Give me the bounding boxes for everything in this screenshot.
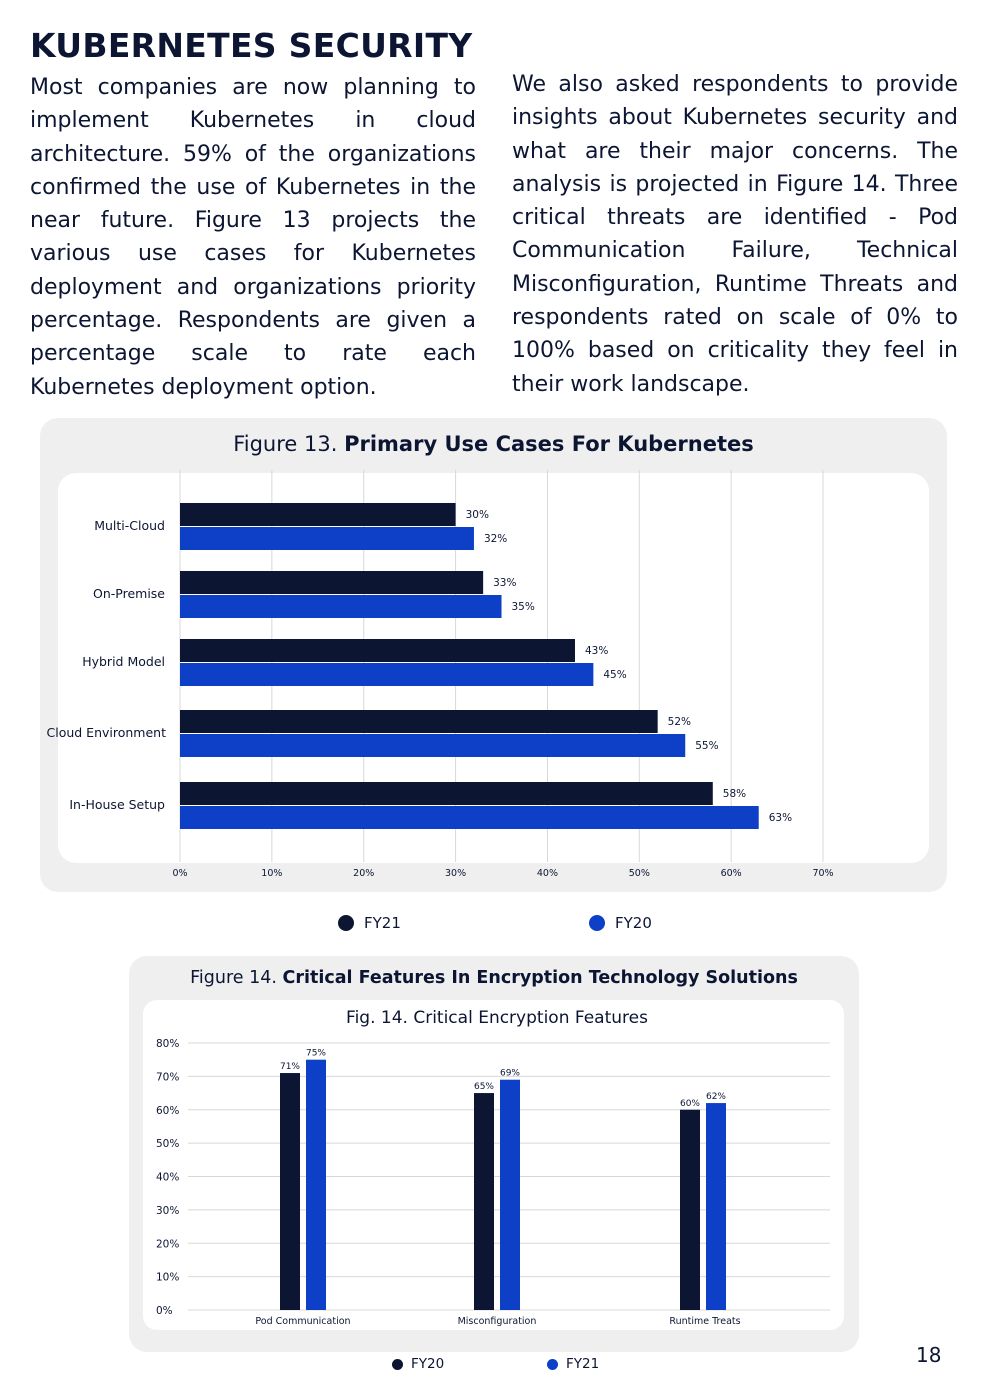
y-tick-label: 50%	[156, 1138, 180, 1151]
x-tick-label: 40%	[536, 868, 559, 879]
bar-value-label: 45%	[603, 669, 627, 681]
page-number: 18	[916, 1343, 942, 1367]
figure-14-legend-fy21	[547, 1356, 599, 1372]
bar-value-label: 65%	[473, 1082, 495, 1093]
category-label: Runtime Treats	[669, 1316, 741, 1327]
bar	[706, 1103, 726, 1310]
legend-label: FY20	[411, 1356, 445, 1372]
y-tick-label: 80%	[156, 1038, 180, 1050]
page-title: KUBERNETES SECURITY	[30, 26, 473, 65]
x-tick-label: 10%	[261, 868, 283, 879]
legend-label: FY21	[364, 914, 401, 932]
figure-13-label: Figure 13.	[233, 432, 338, 456]
bar-value-label: 52%	[667, 716, 692, 728]
bar	[680, 1110, 700, 1310]
bar	[474, 1093, 494, 1310]
category-label: Misconfiguration	[457, 1316, 537, 1327]
bar	[306, 1060, 326, 1310]
category-label: In-House Setup	[69, 797, 165, 812]
bar-value-label: 58%	[722, 788, 747, 800]
figure-14-name: Critical Features In Encryption Technology Solutions	[282, 968, 798, 988]
bar-value-label: 32%	[483, 533, 508, 545]
x-tick-label: 60%	[720, 868, 742, 879]
right-paragraph: We also asked respondents to provide insights about Kubernetes security and what are their major concerns. The analysis is projected in Figure 14. Three critical threats are identified - Pod Communication Failure, Technical Misconfiguration, Runtime Threats and respondents rated on scale of 0% to 100% based on criticality they feel in their work landscape.	[512, 72, 958, 397]
bar-value-label: 63%	[768, 812, 793, 824]
bar	[280, 1073, 300, 1310]
legend-dot-icon	[392, 1359, 403, 1370]
figure-13-name: Primary Use Cases For Kubernetes	[344, 432, 754, 456]
y-tick-label: 20%	[156, 1238, 180, 1251]
category-label: Pod Communication	[255, 1316, 351, 1327]
category-label: On-Premise	[93, 586, 165, 601]
bar-value-label: 55%	[695, 740, 719, 752]
bar	[500, 1080, 520, 1310]
x-tick-label: 0%	[172, 868, 188, 879]
y-tick-label: 0%	[156, 1305, 173, 1317]
y-tick-label: 30%	[156, 1204, 180, 1217]
left-paragraph: Most companies are now planning to implement Kubernetes in cloud architecture. 59% of the organizations confirmed the use of Kubernetes in the near future. Figure 13 projects the various use cases for Kubernetes deployment and organizations priority percentage. Respondents are given a percentage scale to rate each Kubernetes deployment option.	[30, 75, 476, 400]
bar-value-label: 33%	[493, 577, 517, 589]
legend-label: FY20	[615, 914, 652, 932]
bar-value-label: 69%	[499, 1068, 521, 1079]
category-label: Hybrid Model	[82, 654, 165, 669]
bar-value-label: 35%	[511, 601, 535, 613]
figure-14-label: Figure 14.	[190, 968, 277, 988]
bar-value-label: 75%	[305, 1048, 327, 1059]
y-tick-label: 40%	[156, 1171, 180, 1184]
figure-14-chart-title: Fig. 14. Critical Encryption Features	[346, 1008, 648, 1028]
x-tick-label: 50%	[628, 868, 650, 879]
x-tick-label: 70%	[812, 868, 834, 879]
x-tick-label: 30%	[445, 868, 467, 879]
bar-value-label: 71%	[279, 1062, 301, 1073]
bar-value-label: 43%	[584, 645, 609, 657]
y-tick-label: 10%	[156, 1271, 180, 1284]
y-tick-label: 70%	[156, 1071, 180, 1084]
x-tick-label: 20%	[353, 868, 375, 879]
bar-value-label: 30%	[465, 509, 489, 521]
legend-label: FY21	[566, 1356, 600, 1372]
legend-dot-icon	[547, 1359, 558, 1370]
bar-value-label: 60%	[679, 1098, 701, 1109]
figure-14-legend-fy20	[392, 1356, 444, 1372]
category-label: Multi-Cloud	[94, 518, 165, 533]
y-tick-label: 60%	[156, 1104, 180, 1117]
bar-value-label: 62%	[705, 1092, 727, 1103]
category-label: Cloud Environment	[46, 725, 166, 740]
